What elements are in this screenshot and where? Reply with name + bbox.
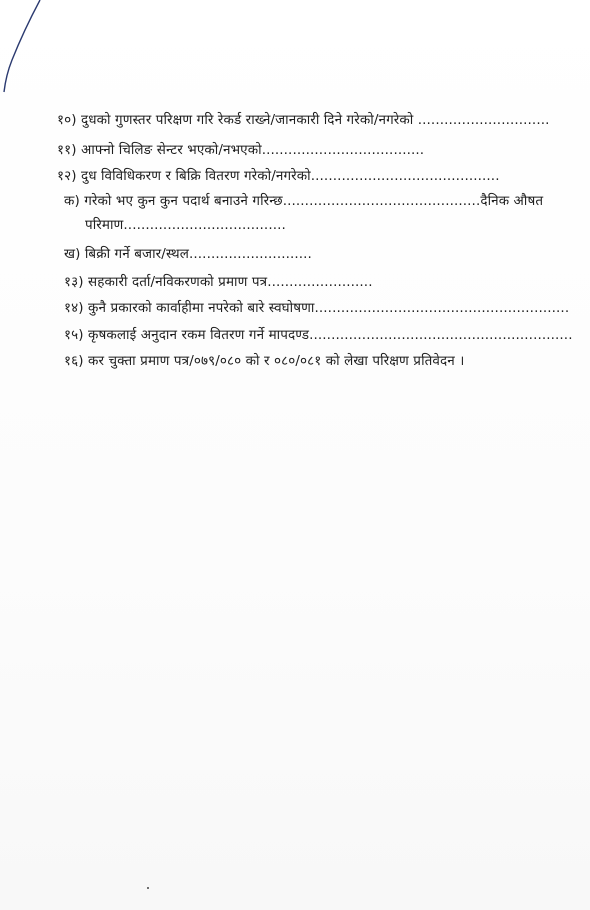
item-15: १५) कृषकलाई अनुदान रकम वितरण गर्ने मापदण्ड............................................................: [64, 327, 573, 343]
item-16: १६) कर चुक्ता प्रमाण पत्र/०७९/०८० को र ०८०/०८१ को लेखा परिक्षण प्रतिवेदन ।: [64, 353, 465, 369]
item-12-ka-line-2: परिमाण.....................................: [85, 217, 286, 233]
item-13: १३) सहकारी दर्ता/नविकरणको प्रमाण पत्र........................: [64, 274, 373, 290]
item-11: ११) आफ्नो चिलिङ सेन्टर भएको/नभएको.....................................: [57, 142, 425, 158]
item-10: १०) दुधको गुणस्तर परिक्षण गरि रेकर्ड राख्ने/जानकारी दिने गरेको/नगरेको ..............................: [57, 112, 550, 128]
item-12: १२) दुध विविधिकरण र बिक्रि वितरण गरेको/नगरेको...........................................: [57, 168, 500, 184]
item-12-ka-line-1: क) गरेको भए कुन कुन पदार्थ बनाउने गरिन्छ.............................................दैनिक औषत: [64, 193, 544, 209]
page-edge-line: [0, 0, 60, 110]
item-12-kha: ख) बिक्री गर्ने बजार/स्थल............................: [64, 246, 312, 262]
item-14: १४) कुनै प्रकारको कार्वाहीमा नपरेको बारे स्वघोषणा..........................................................: [64, 300, 570, 316]
scan-speck: [147, 887, 149, 889]
